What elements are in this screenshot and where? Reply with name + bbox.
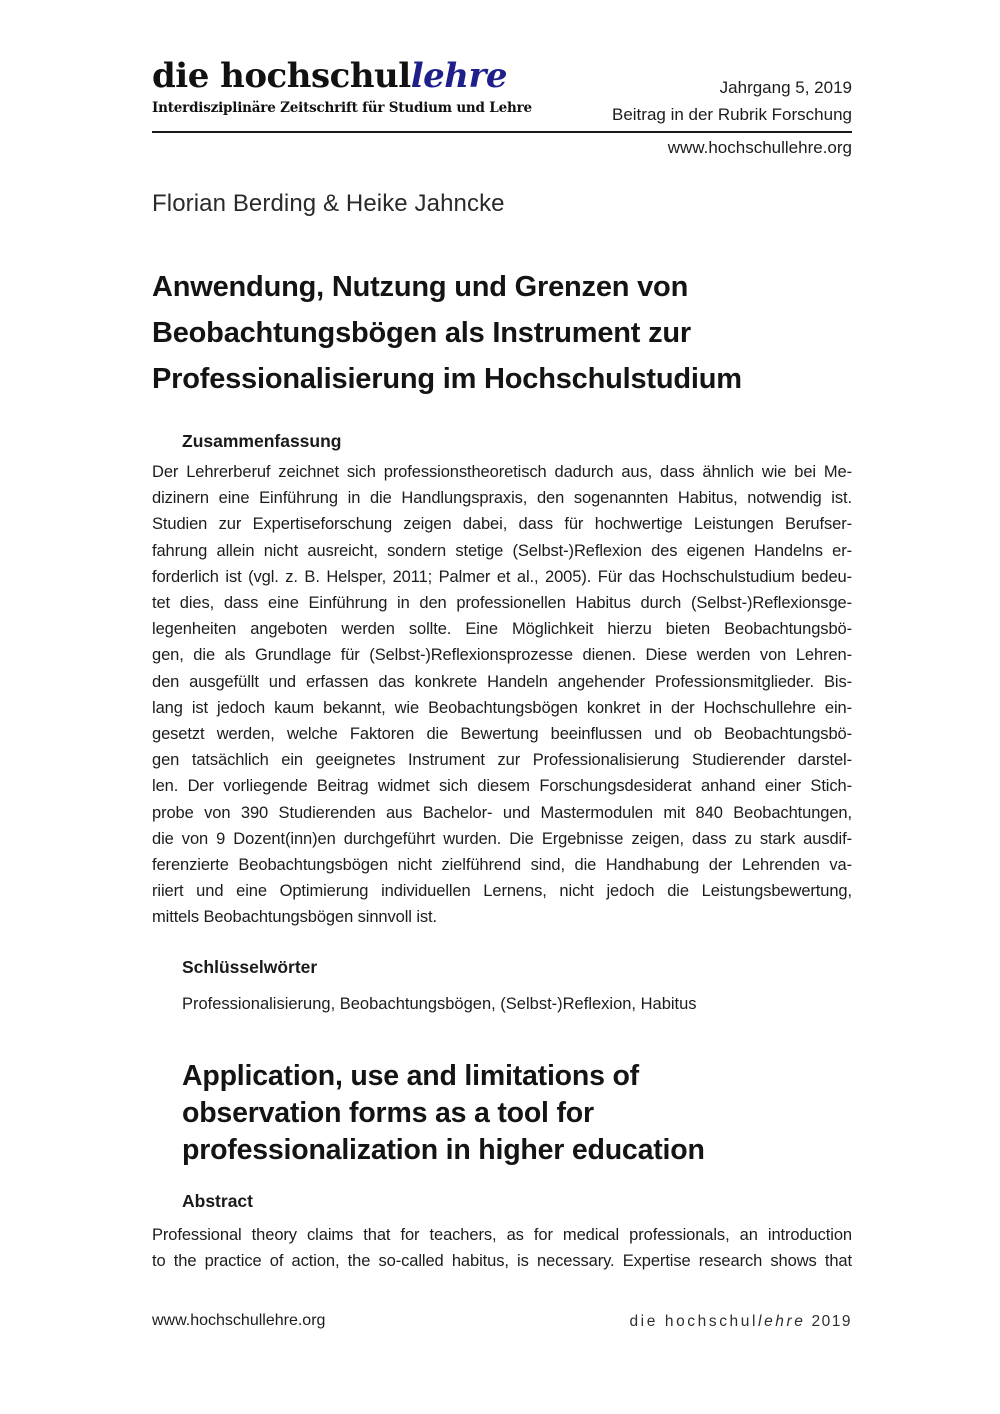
- article-title-de: Anwendung, Nutzung und Grenzen von Beobachtungsbögen als Instrument zur Professionalisierung im Hochschulstudium: [152, 271, 742, 395]
- keywords-list: Professionalisierung, Beobachtungsbögen, (Selbst-)Reflexion, Habitus: [182, 995, 697, 1013]
- abstract-en: Professional theory claims that for teachers, as for medical professionals, an introduction to the practice of action, the so-called habitus, is necessary. Expertise research shows that: [152, 1226, 852, 1271]
- issue-volume-year: Jahrgang 5, 2019: [719, 78, 852, 97]
- header-divider: [152, 131, 852, 133]
- heading-zusammenfassung: Zusammenfassung: [182, 431, 342, 451]
- heading-keywords: Schlüsselwörter: [182, 957, 318, 977]
- footer-journal-text: die hochschul: [629, 1313, 759, 1330]
- heading-abstract: Abstract: [182, 1191, 253, 1211]
- authors: Florian Berding & Heike Jahncke: [152, 190, 505, 217]
- issue-meta: [152, 74, 852, 128]
- header-website: [152, 138, 852, 158]
- issue-section: Beitrag in der Rubrik Forschung: [611, 105, 852, 124]
- header-website-link[interactable]: www.hochschullehre.org: [667, 138, 852, 157]
- footer-journal-text-italic: lehre: [758, 1313, 806, 1330]
- footer-website-link[interactable]: www.hochschullehre.org: [152, 1312, 326, 1329]
- journal-logo-subtitle: Interdisziplinäre Zeitschrift für Studium und Lehre: [152, 100, 532, 116]
- footer-journal-name: [152, 1313, 852, 1331]
- abstract-de: Der Lehrerberuf zeichnet sich professionstheoretisch dadurch aus, dass ähnlich wie bei Me- dizinern eine Einführung in die Handlungspraxis, den sogenannten Habitus, notwendig ist. Studien zur Expertiseforschung zeigen dabei, dass für hochwertige Leistungen Berufser- fahrung allein nicht ausreicht, sondern stetige (Selbst-)Reflexion des eigenen Handelns er- forderlich ist (vgl. z. B. Helsper, 2011; Palmer et al., 2005). Für das Hochschulstudium bedeu- tet dies, dass eine Einführung in den professionellen Habitus durch (Selbst-)Reflexionsge- legenheiten angeboten werden sollte. Eine Möglichkeit hierzu bieten Beobachtungsbö- gen, die als Grundlage für (Selbst-)Reflexionsprozesse dienen. Diese werden von Lehren- den ausgefüllt und erfassen das konkrete Handeln angehender Professionsmitglieder. Bis- lang ist jedoch kaum bekannt, wie Beobachtungsbögen konkret in der Hochschullehre ein- gesetzt werden, welche Faktoren die Bewertung beeinflussen und ob Beobachtungsbö- gen tatsächlich ein geeignetes Instrument zur Professionalisierung Studierender darstel- len. Der vorliegende Beitrag widmet sich diesem Forschungsdesiderat anhand einer Stich- probe von 390 Studierenden aus Bachelor- und Mastermodulen mit 840 Beobachtungen, die von 9 Dozent(inn)en durchgeführt wurden. Die Ergebnisse zeigen, dass zu stark ausdif- ferenzierte Beobachtungsbögen nicht zielführend sind, die Handhabung der Lehrenden va- riiert und eine Optimierung individuellen Lernens, nicht jedoch die Leistungsbewertung, mittels Beobachtungsbögen sinnvoll ist.: [152, 463, 852, 927]
- journal-logo-text-blue: lehre: [410, 56, 507, 96]
- journal-logo-text-black: die hochschul: [152, 56, 411, 96]
- article-title-en: Application, use and limitations of observation forms as a tool for professionalization in higher education: [182, 1060, 705, 1166]
- footer-year: 2019: [811, 1313, 852, 1330]
